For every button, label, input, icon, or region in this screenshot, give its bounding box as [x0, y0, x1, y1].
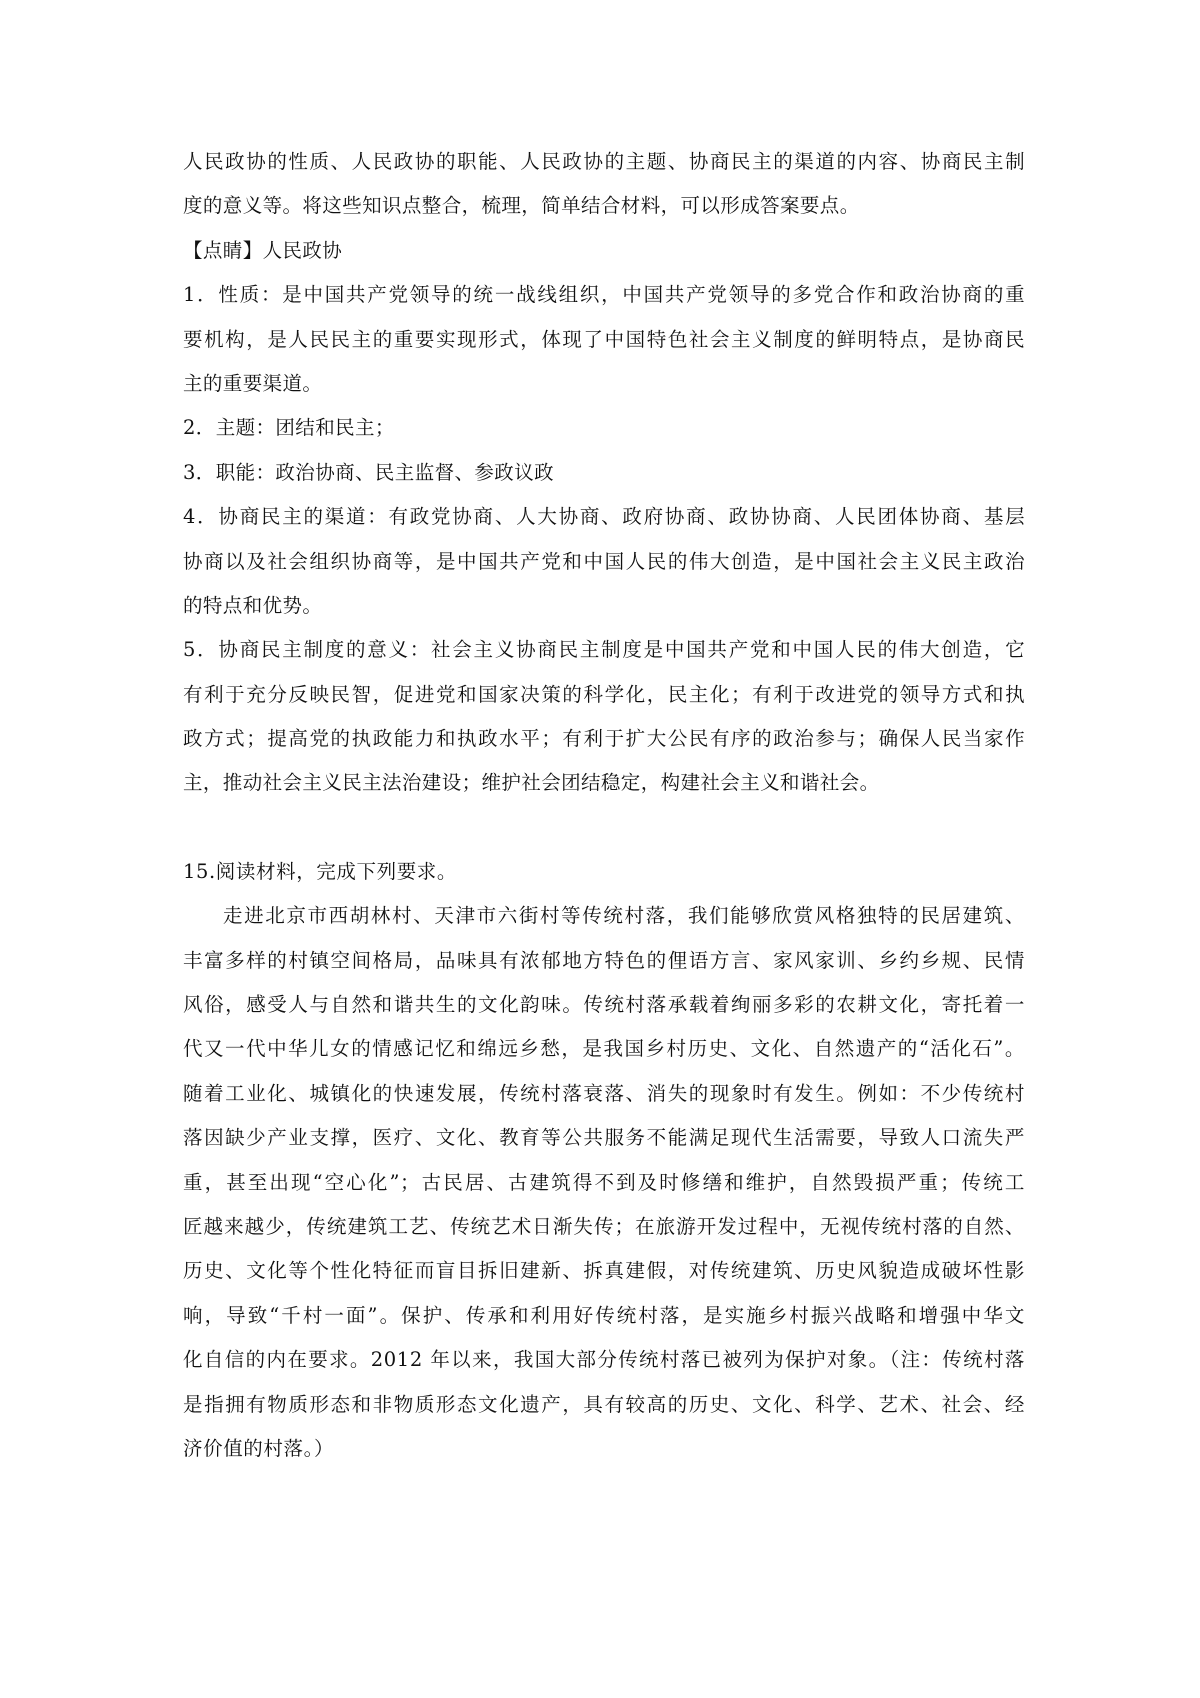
text-line: 5．协商民主制度的意义：社会主义协商民主制度是中国共产党和中国人民的伟大创造，它 — [183, 638, 1025, 662]
text-line: 丰富多样的村镇空间格局，品味具有浓郁地方特色的俚语方言、家风家训、乡约乡规、民情 — [183, 948, 1025, 972]
text-line: 度的意义等。将这些知识点整合，梳理，简单结合材料，可以形成答案要点。 — [183, 194, 860, 218]
text-line: 主，推动社会主义民主法治建设；维护社会团结稳定，构建社会主义和谐社会。 — [183, 771, 880, 795]
key-point-heading: 【点睛】人民政协 — [183, 238, 343, 262]
text-line: 2．主题：团结和民主； — [183, 416, 395, 440]
section-gap — [183, 806, 1025, 850]
text-line: 3．职能：政治协商、民主监督、参政议政 — [183, 460, 555, 484]
text-line: 随着工业化、城镇化的快速发展，传统村落衰落、消失的现象时有发生。例如：不少传统村 — [183, 1081, 1025, 1105]
document-page — [183, 140, 1025, 1471]
text-line: 4．协商民主的渠道：有政党协商、人大协商、政府协商、政协协商、人民团体协商、基层 — [183, 505, 1025, 529]
text-line: 济价值的村落。） — [183, 1436, 335, 1460]
text-line: 风俗，感受人与自然和谐共生的文化韵味。传统村落承载着绚丽多彩的农耕文化，寄托着一 — [183, 993, 1025, 1017]
text-line: 响，导致“千村一面”。保护、传承和利用好传统村落，是实施乡村振兴战略和增强中华文 — [183, 1303, 1025, 1327]
question-15 — [183, 850, 1025, 1471]
text-line: 化自信的内在要求。2012 年以来，我国大部分传统村落已被列为保护对象。（注：传统村落 — [183, 1348, 1025, 1372]
text-line: 代又一代中华儿女的情感记忆和绵远乡愁，是我国乡村历史、文化、自然遗产的“活化石”。 — [183, 1037, 1025, 1061]
text-line: 落因缺少产业支撑，医疗、文化、教育等公共服务不能满足现代生活需要，导致人口流失严 — [183, 1126, 1025, 1150]
text-line: 的特点和优势。 — [183, 593, 323, 617]
text-line: 人民政协的性质、人民政协的职能、人民政协的主题、协商民主的渠道的内容、协商民主制 — [183, 150, 1025, 173]
answer-explanation — [183, 140, 1025, 806]
text-line: 1．性质：是中国共产党领导的统一战线组织，中国共产党领导的多党合作和政治协商的重 — [183, 283, 1025, 307]
question-heading: 15.阅读材料，完成下列要求。 — [183, 859, 458, 883]
text-line: 有利于充分反映民智，促进党和国家决策的科学化，民主化；有利于改进党的领导方式和执 — [183, 682, 1025, 706]
text-line: 政方式；提高党的执政能力和执政水平；有利于扩大公民有序的政治参与；确保人民当家作 — [183, 727, 1025, 751]
text-line: 匠越来越少，传统建筑工艺、传统艺术日渐失传；在旅游开发过程中，无视传统村落的自然、 — [183, 1214, 1025, 1238]
text-line: 走进北京市西胡林村、天津市六街村等传统村落，我们能够欣赏风格独特的民居建筑、 — [223, 904, 1025, 928]
text-line: 主的重要渠道。 — [183, 371, 323, 395]
text-line: 协商以及社会组织协商等，是中国共产党和中国人民的伟大创造，是中国社会主义民主政治 — [183, 549, 1025, 573]
text-line: 要机构，是人民民主的重要实现形式，体现了中国特色社会主义制度的鲜明特点，是协商民 — [183, 327, 1025, 351]
text-line: 历史、文化等个性化特征而盲目拆旧建新、拆真建假，对传统建筑、历史风貌造成破坏性影 — [183, 1259, 1025, 1283]
text-line: 是指拥有物质形态和非物质形态文化遗产，具有较高的历史、文化、科学、艺术、社会、经 — [183, 1392, 1025, 1416]
text-line: 重，甚至出现“空心化”；古民居、古建筑得不到及时修缮和维护，自然毁损严重；传统工 — [183, 1170, 1025, 1194]
